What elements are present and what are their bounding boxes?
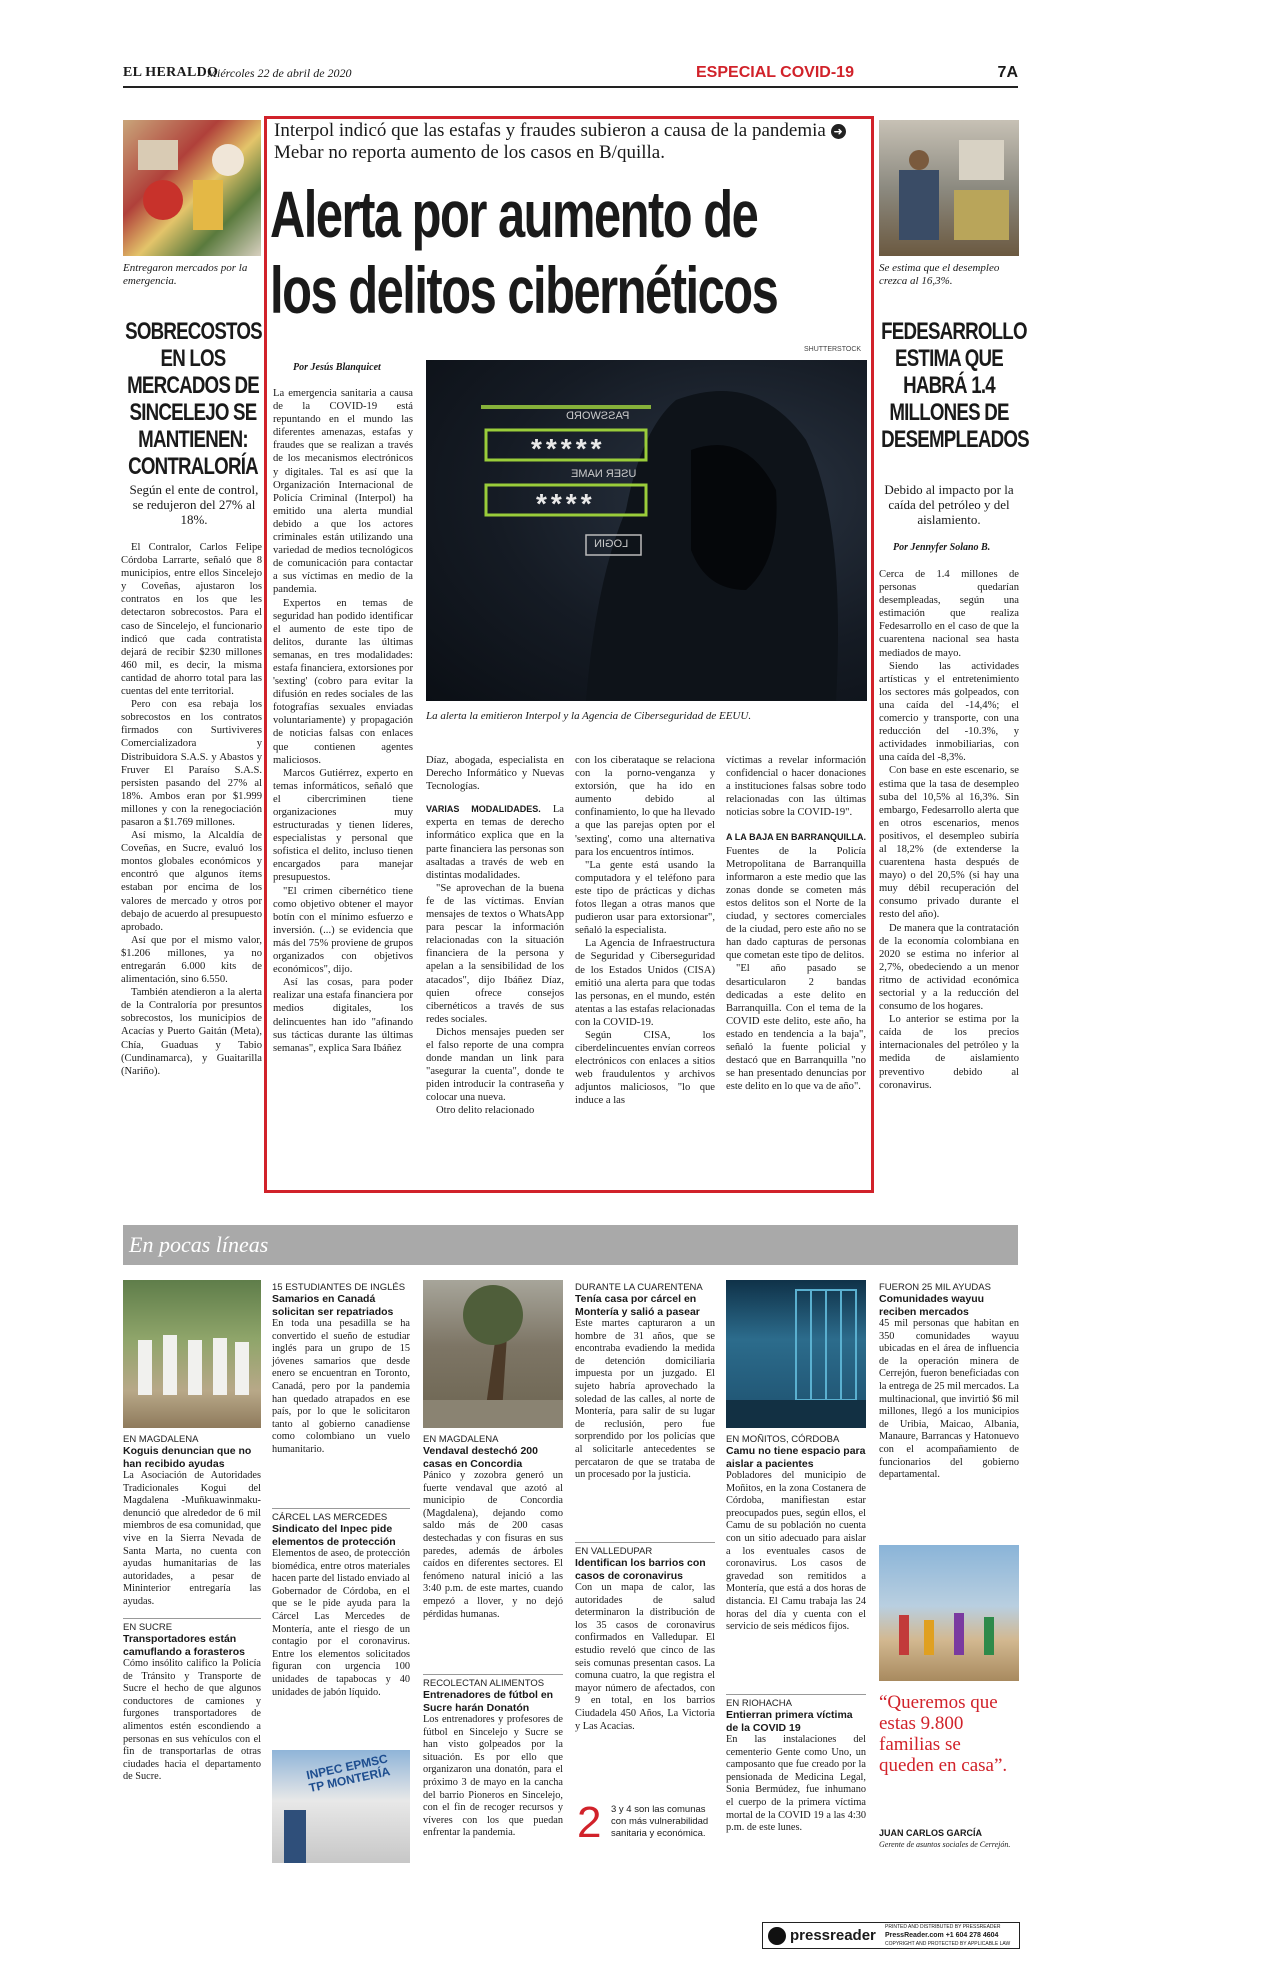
briefs-band — [123, 1225, 1018, 1265]
right-para-5: Lo anterior se estima por la caída de los precios internacionales del petróleo y la medida de aislamiento preventivo debido al coronavirus. — [879, 1014, 1019, 1091]
left-body — [121, 541, 262, 1078]
photo-user-label: USER NAME — [571, 468, 637, 480]
brief-body: En toda una pesadilla se ha convertido el sueño de estudiar inglés para un grupo de 15 jóvenes samarios que desde enero se encuentran en Toronto, Canadá, pero por la pandemia han quedado atrapados en ese país, por lo que le solicitaron tanto al gobierno canadiense como colombiano un vuelo humanitario. — [272, 1318, 410, 1455]
main-c1-p1: La emergencia sanitaria a causa de la COVID-19 está repuntando en el mundo las diferentes amenazas, estafas y fraudes que se realizan a través de los mecanismos electrónicos y digitales. Tal es así que la Organización Internacional de Policía Criminal (Interpol) ha emitido una alerta mundial debido a que los actores criminales están utilizando una variedad de medios tecnológicos de comunicación para contactar a sus víctimas en medio de la pandemia. — [273, 388, 413, 596]
brief-title: Sindicato del Inpec pide elementos de protección — [272, 1523, 396, 1548]
inpec-door — [284, 1810, 306, 1863]
left-para-3: Así mismo, la Alcaldía de Coveñas, en Sucre, evaluó los montos globales económicos y encontró que algunos ítems estaban por encima de los valores de mercado y otros por debajo de acuerdo al presupuesto aprobado. — [121, 830, 262, 933]
brief-kicker: EN RIOHACHA — [726, 1698, 792, 1709]
brief-canada-students — [272, 1282, 410, 1457]
left-headline: SOBRECOSTOS EN LOS MERCADOS DE SINCELEJO SE MANTIENEN: CONTRALORÍA — [125, 318, 262, 480]
main-col-2 — [426, 754, 564, 1118]
main-c1-p5: Así las cosas, para poder realizar una estafa financiera por medios digitales, los delincuentes han ido "afinando sus tácticas durante las últimas semanas", explica Sara Ibáñez — [273, 977, 413, 1054]
main-c2-p3: Dichos mensajes pueden ser el falso reporte de una compra donde mandan un link para "asegurar la cuenta", donde te piden introducir la contraseña y colocar una nueva. — [426, 1026, 564, 1104]
brief-body: Pánico y zozobra generó un fuerte vendaval que azotó al municipio de Concordia (Magdalena), dejando como saldo más de 200 casas destechadas y con fisuras en sus paredes, además de árboles caídos en diferentes sectores. El fenómeno natural inició a las 3:40 p.m. de este martes, cuando empezó a llover, y no dejó pérdidas humanas. — [423, 1470, 563, 1620]
right-summary: Debido al impacto por la caída del petróleo y del aislamiento. — [884, 482, 1014, 527]
left-para-5: También atendieron a la alerta de la Contraloría por presuntos sobrecostos, los municipios de Acacías y Puerto Gaitán (Meta), Chía, Guaduas y Tabio (Cundinamarca), y Guaitarilla (Nariño). — [121, 987, 262, 1077]
main-col-1 — [273, 387, 413, 1055]
main-c4-p2: "El año pasado se desarticularon 2 bandas dedicadas a este delito en Barranquilla. Con el tema de la COVID este delito, este año, ha estado en tendencia a la baja", señaló la fuente policial y destacó que en Barranquilla "no se han presentado denuncias por este delito en lo que va de año". — [726, 963, 866, 1093]
brief-divider — [272, 1508, 410, 1509]
right-para-3: Con base en este escenario, se estima que la tasa de desempleo suba del 10,5% al 16,3%. Sin embargo, Fedesarrollo alerta que en otros escenarios, menos positivos, el desempleo subiría al 18,2% (de extenderse la cuarentena hasta después de mayo) o del 20,5% (si hay una muy débil recuperación del consumo privado durante el resto del año). — [879, 765, 1019, 921]
main-photo-hacker — [426, 360, 867, 701]
quote-text: “Queremos que estas 9.800 familias se queden en casa”. — [879, 1692, 1008, 1776]
brief-title: Camu no tiene espacio para aislar a pacientes — [726, 1445, 866, 1470]
photo-login-label: LOGIN — [594, 538, 629, 550]
inpec-sign: INPEC EPMSC TP MONTERÍA — [305, 1751, 392, 1796]
left-photo-caption: Entregaron mercados por la emergencia. — [123, 262, 248, 287]
right-byline: Por Jennyfer Solano B. — [893, 542, 991, 553]
brief-house-arrest — [575, 1282, 715, 1482]
brief-title: Vendaval destechó 200 casas en Concordia — [423, 1445, 538, 1470]
main-c1-p2: Expertos en temas de seguridad han podido identificar el aumento de este tipo de delitos, durante las últimas semanas, en tres modalidades: estafa financiera, extorsiones por 'sexting' (cobro para evitar la difusión en redes sociales de las fotografías sexuales enviadas voluntariamente) y propagación de noticias falsas con enlaces que contienen agentes maliciosos. — [273, 597, 414, 766]
street-vendor-icon — [879, 120, 1019, 256]
brief-valledupar — [575, 1546, 715, 1733]
brief-photo-koguis — [123, 1280, 261, 1428]
left-para-2: Pero con esa rebaja los sobrecostos en los contratos firmados con Surtiviveres Comercializadora y Distribuidora S.A.S. y Abastos y Fruver El Paraíso S.A.S. persisten pasando del 27% al 18%. Ambos eran por $1.999 millones y con la renegociación pasaron a $1.769 millones. — [121, 699, 262, 828]
right-body — [879, 568, 1019, 1092]
brief-body: La Asociación de Autoridades Tradicionales Kogui del Magdalena -Muñkuawinmaku- denunció que alrededor de 6 mil miembros de esa comunidad, que vive en la Sierra Nevada de Santa Marta, no cuenta con ayudas humanitarias de las autoridades, a pesar de Mininterior entregaría las ayudas. — [123, 1470, 261, 1607]
main-c3-p1: con los ciberataque se relaciona con la porno-venganza y extorsión, que ha ido en aumento debido al confinamiento, lo que ha llevado a que las parejas opten por el 'sexting', como una alternativa para los encuentros íntimos. — [575, 755, 715, 858]
page-number: 7A — [997, 64, 1018, 81]
brief-title: Identifican los barrios con casos de coronavirus — [575, 1557, 706, 1582]
brief-body: Elementos de aseo, de protección biomédica, entre otros materiales hacen parte del listado enviado al Gobernador de Córdoba, en el que se le pide ayuda para la Cárcel Las Mercedes de Montería, ante el riesgo de un contagio por el coronavirus. Entre los elementos solicitados figuran con urgencia 100 unidades de tapabocas y 40 unidades de jabón líquido. — [272, 1548, 410, 1698]
main-byline: Por Jesús Blanquicet — [293, 362, 381, 373]
main-c4-p1-text: Fuentes de la Policía Metropolitana de Barranquilla informaron a este medio que las zonas donde se cometen más estos delitos son el Norte de la ciudad, y sectores comerciales de la ciudad, pero este año no se han dado capturas de personas que cometan este tipo de delitos. — [726, 845, 866, 962]
brief-kicker: RECOLECTAN ALIMENTOS — [423, 1678, 545, 1689]
quote-author: JUAN CARLOS GARCÍA — [879, 1828, 983, 1838]
paper-name: EL HERALDO — [123, 65, 219, 80]
brief-kicker: EN MAGDALENA — [123, 1434, 199, 1445]
main-col-4 — [726, 754, 866, 1093]
brief-body: En las instalaciones del cementerio Gente como Uno, un camposanto que fue creado por la pensionada de Medicina Legal, Sonia Bermúdez, fue inhumano el cuerpo de la primera víctima mortal de la COVID 19 a las 4:30 p.m. de este lunes. — [726, 1734, 866, 1834]
main-c4-p1 — [726, 831, 866, 962]
deck-second: Mebar no reporta aumento de los casos en B/quilla. — [274, 142, 665, 163]
photo-credit: SHUTTERSTOCK — [804, 346, 862, 353]
brief-kicker: CÁRCEL LAS MERCEDES — [272, 1512, 388, 1523]
right-story-photo — [879, 120, 1019, 256]
main-c2-p1 — [426, 803, 564, 882]
brief-photo-camu — [726, 1280, 866, 1428]
brief-title: Entrenadores de fútbol en Sucre harán Donatón — [423, 1689, 554, 1714]
brief-wayuu — [879, 1282, 1019, 1482]
right-photo-caption: Se estima que el desempleo crezca al 16,3%. — [879, 262, 1000, 287]
hooded-hacker-icon — [426, 360, 867, 701]
issue-date: Miércoles 22 de abril de 2020 — [207, 66, 352, 80]
brief-photo-wayuu — [879, 1545, 1019, 1681]
main-c1-p4: "El crimen cibernético tiene como objetivo obtener el mayor botín con el mínimo esfuerzo e inversión. (...) se evidencia que más del 75% proviene de grupos organizados con objetivos económicos", dijo. — [273, 885, 413, 976]
pressreader-logo-icon — [768, 1927, 786, 1945]
brief-kicker: EN SUCRE — [123, 1622, 173, 1633]
brief-divider — [726, 1694, 866, 1695]
brief-title: Koguis denuncian que no han recibido ayudas — [123, 1445, 252, 1470]
brief-divider — [423, 1674, 563, 1675]
section-label: ESPECIAL COVID-19 — [696, 64, 854, 81]
deck-text: Interpol indicó que las estafas y fraudes subieron a causa de la pandemia — [274, 120, 826, 141]
brief-body: Pobladores del municipio de Moñitos, en la zona Costanera de Córdoba, manifiestan estar preocupados pues, según ellos, el Camu de su población no cuenta con un sitio adecuado para aislar a los eventuales casos de coronavirus. Los casos de gravedad son remitidos a Montería, que está a dos horas de distancia. El Camu trabaja las 24 horas del día y cuenta con el servicio de seis médicos fijos. — [726, 1470, 866, 1633]
brief-photo-inpec — [272, 1750, 410, 1863]
main-col-3 — [575, 754, 715, 1108]
briefs-title: En pocas líneas — [129, 1232, 269, 1257]
indigenous-people-icon — [123, 1280, 261, 1428]
main-c2-p1-text: La experta en temas de derecho informático explica que en la parte financiera las personas son asaltadas a través de web en distintas modalidades. — [426, 804, 564, 881]
factoid-number: 2 — [577, 1798, 602, 1847]
right-para-1: Cerca de 1.4 millones de personas quedarían desempleadas, según una estimación que realiza Fedesarrollo en el caso de que la cuarentena nacional sea hasta mediados de mayo. — [879, 569, 1019, 659]
factoid-text: 3 y 4 son las comunas con más vulnerabilidad sanitaria y económica. — [611, 1804, 709, 1839]
main-c1-p3: Marcos Gutiérrez, experto en temas informáticos, señaló que el cibercriminen tiene organizaciones muy estructuradas y tienen líderes, especialistas y personal que sofistica el delito, incluso tienen encargados para manejar presupuestos. — [273, 767, 413, 884]
header-rule — [123, 86, 1018, 88]
right-para-4: De manera que la contratación de la economía colombiana en 2020 se estima no inferior al 2,7%, obedeciendo a un menor ritmo de actividad económica sectorial y a la reducción del consumo de los hogares. — [879, 922, 1019, 1013]
pressreader-brand: pressreader — [790, 1927, 876, 1944]
photo-user-mask: **** — [536, 488, 596, 519]
brief-body: Los entrenadores y profesores de fútbol en Sincelejo y Sucre se han visto golpeados por la situación. Es por ello que organizaron una donatón, para el próximo 3 de mayo en la cancha del barrio Pioneros en Sincelejo, con el fin de recoger recursos y víveres con los que puedan enfrentar la pandemia. — [423, 1714, 563, 1839]
main-c2-p4: Otro delito relacionado — [436, 1105, 535, 1117]
brief-kicker: EN MOÑITOS, CÓRDOBA — [726, 1434, 840, 1445]
brief-body: Con un mapa de calor, las autoridades de salud determinaron la distribución de los 35 casos de coronavirus confirmados en Valledupar. El estudio reveló que cinco de las seis comunas presentan casos. La comuna cuatro, la que registra el mayor número de afectados, con 9 en total, en los barrios Ciudadela 450 Años, La Victoria y Las Acacias. — [575, 1582, 715, 1732]
main-c2-intro: Díaz, abogada, especialista en Derecho Informático y Nuevas Tecnologías. — [426, 755, 564, 793]
brief-inpec — [272, 1512, 410, 1699]
brief-title: Samarios en Canadá solicitan ser repatriados — [272, 1293, 394, 1318]
fallen-tree-icon — [423, 1280, 563, 1428]
main-headline — [270, 176, 778, 328]
main-c3-p2: "La gente está usando la computadora y el teléfono para este tipo de prácticas y dichas fotos llegan a otras manos que pudieron usar para extorsionar", señaló la especialista. — [575, 859, 715, 937]
brief-kicker: EN VALLEDUPAR — [575, 1546, 653, 1557]
wayuu-people-icon — [879, 1545, 1019, 1681]
page-header — [123, 63, 1018, 87]
brief-monitos — [726, 1434, 866, 1634]
left-para-4: Así que por el mismo valor, $1.206 millones, ya no entregarán 6.000 kits de alimentación, sino 6.550. — [121, 934, 262, 986]
brief-kicker: 15 ESTUDIANTES DE INGLÉS — [272, 1282, 406, 1293]
factoid-box — [575, 1800, 715, 1860]
brief-photo-windstorm — [423, 1280, 563, 1428]
photo-password-mask: ***** — [531, 433, 606, 464]
brief-divider — [575, 1542, 715, 1543]
left-para-1: El Contralor, Carlos Felipe Córdoba Larrarte, señaló que 8 municipios, entre ellos Sincelejo y Coveñas, ajustaron los contratos en los que les detectaron sobrecostos. Para el caso de Sincelejo, el funcionario indicó que cada contratista dejará de recibir $230 millones 460 mil, es decir, la misma cantidad de ahorro total para las cuentas del ente territorial. — [121, 542, 262, 698]
main-c2-subhead: VARIAS MODALIDADES. — [426, 804, 541, 815]
brief-title: Entierran primera víctima de la COVID 19 — [726, 1709, 853, 1734]
market-goods-icon — [123, 120, 261, 256]
main-c4-intro: víctimas a revelar información confidencial o hacer donaciones a instituciones falsas sobre todo relacionadas con las últimas noticias sobre la COVID-19". — [726, 755, 866, 819]
brief-title: Tenía casa por cárcel en Montería y salió a pasear — [575, 1293, 700, 1318]
deck-arrow-icon: ➜ — [831, 124, 846, 139]
right-headline: FEDESARROLLO ESTIMA QUE HABRÁ 1.4 MILLONES DE DESEMPLEADOS — [881, 318, 1029, 453]
brief-koguis — [123, 1434, 261, 1609]
main-c3-p3: La Agencia de Infraestructura de Seguridad y Ciberseguridad de los Estados Unidos (CISA) emitió una alerta para que todas las personas, en el mundo, estén atentas a las estafas relacionadas con la COVID-19. — [575, 938, 715, 1028]
main-photo-caption: La alerta la emitieron Interpol y la Agencia de Ciberseguridad de EEUU. — [426, 710, 752, 722]
left-summary: Según el ente de control, se redujeron del 27% al 18%. — [129, 482, 259, 527]
main-c2-p2: "Se aprovechan de la buena fe de las víctimas. Envían mensajes de textos o WhatsApp para pescar la información relacionadas con la situación financiera de la persona y apelan a la sensibilidad de los atacados", dijo Ibáñez Díaz, quien ofrece consejos cibernéticos a través de sus redes sociales. — [426, 882, 564, 1025]
brief-kicker: FUERON 25 MIL AYUDAS — [879, 1282, 991, 1293]
left-story-photo — [123, 120, 261, 256]
main-deck — [274, 120, 864, 164]
brief-concordia — [423, 1434, 563, 1621]
brief-football-coaches — [423, 1678, 563, 1840]
brief-body: 45 mil personas que habitan en 350 comunidades wayuu ubicadas en el área de influencia de la operación minera de Cerrejón, fueron beneficiadas con la entrega de 25 mil mercados. La multinacional, que invirtió $6 mil millones, llegó a los municipios de Uribia, Maicao, Albania, Manaure, Barrancas y Hatonuevo con el acompañamiento de funcionarios del gobierno departamental. — [879, 1318, 1019, 1481]
brief-kicker: DURANTE LA CUARENTENA — [575, 1282, 703, 1293]
pressreader-badge — [762, 1922, 1020, 1949]
brief-riohacha — [726, 1698, 866, 1835]
main-c3-p4: Según CISA, los ciberdelincuentes envían correos electrónicos con enlaces a sitios web fraudulentos y archivos adjuntos maliciosos, "lo que induce a las — [575, 1029, 715, 1107]
brief-body: Cómo insólito califico la Policía de Tránsito y Transporte de Sucre el hecho de que algunos conductores de camiones y furgones transportadores de alimentos estén escondiendo a personas en sus vehículos con el fin de transportarlas de otras ciudades hacia el departamento de Sucre. — [123, 1658, 261, 1783]
headline-line-2: los delitos cibernéticos — [270, 253, 778, 327]
main-c4-subhead: A LA BAJA EN BARRANQUILLA. — [726, 832, 866, 843]
brief-divider — [123, 1618, 261, 1619]
brief-title: Comunidades wayuu reciben mercados — [879, 1293, 985, 1318]
quote-role: Gerente de asuntos sociales de Cerrejón. — [879, 1840, 1011, 1849]
right-para-2: Siendo las actividades artísticas y el entretenimiento los sectores más golpeados, con una caída del -14,4%; el comercio y transporte, con una reducción del -10.3%, y actividades inmobiliarias, con una caída del -8,3%. — [879, 660, 1019, 764]
brief-sucre-transport — [123, 1622, 261, 1784]
empty-room-icon — [726, 1280, 866, 1428]
brief-title: Transportadores están camuflando a forasteros — [123, 1633, 245, 1658]
headline-line-1: Alerta por aumento de — [270, 177, 758, 251]
brief-body: Este martes capturaron a un hombre de 31 años, que se encontraba evadiendo la medida de detención domiciliaria impuesta por un juzgado. El sujeto habría aprovechado la soledad de las calles, al norte de Montería, para salir de su lugar de reclusión, pero fue sorprendido por los policías que al solicitarle antecedentes se percataron de que se trataba de un procesado por la justicia. — [575, 1318, 715, 1481]
pressreader-copyright: COPYRIGHT AND PROTECTED BY APPLICABLE LAW — [885, 1941, 1011, 1947]
pressreader-website: PressReader.com +1 604 278 4604 — [885, 1932, 999, 1939]
pressreader-distributed: PRINTED AND DISTRIBUTED BY PRESSREADER — [885, 1924, 1001, 1930]
photo-password-label: PASSWORD — [566, 410, 630, 422]
brief-kicker: EN MAGDALENA — [423, 1434, 499, 1445]
